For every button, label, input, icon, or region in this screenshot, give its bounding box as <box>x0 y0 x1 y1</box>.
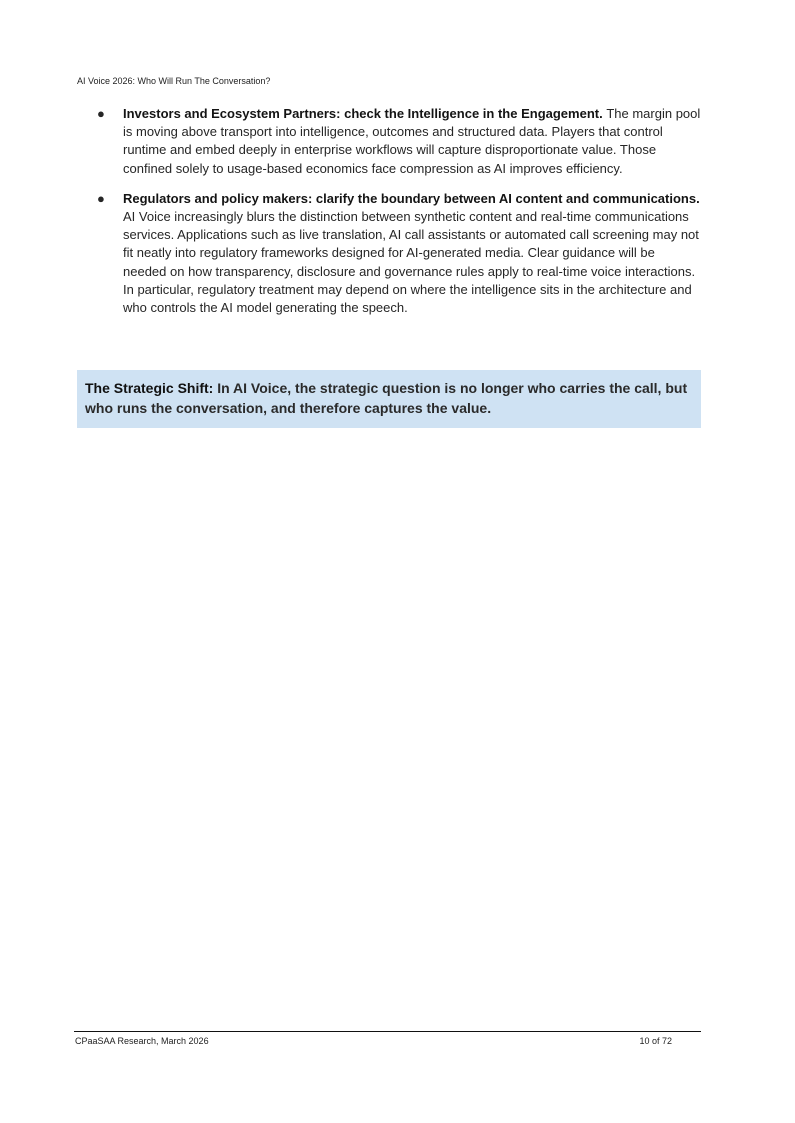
list-item <box>77 105 701 178</box>
bullet-body: The margin pool is moving above transport into intelligence, outcomes and structured data. Players that control runtime and embed deeply in enterprise workflows will capture disproportionate value. Those confined solely to usage-based economics face compression as AI improves efficiency. <box>123 106 701 176</box>
callout-text: In AI Voice, the strategic question is no longer who carries the call, but who runs the conversation, and therefore captures the value. <box>85 380 688 416</box>
recommendation-list <box>77 105 701 329</box>
footer-divider <box>74 1031 701 1032</box>
callout-label: The Strategic Shift: <box>85 380 218 396</box>
running-header: AI Voice 2026: Who Will Run The Conversation? <box>77 76 271 86</box>
footer-source: CPaaSAA Research, March 2026 <box>75 1036 209 1046</box>
bullet-lead: Investors and Ecosystem Partners: check the Intelligence in the Engagement. <box>123 106 607 121</box>
strategic-shift-callout <box>77 370 701 428</box>
bullet-icon: ● <box>97 190 105 206</box>
list-item <box>77 190 701 317</box>
bullet-lead: Regulators and policy makers: clarify the boundary between AI content and communications. <box>123 190 700 206</box>
bullet-body: AI Voice increasingly blurs the distinction between synthetic content and real-time communications services. Applications such as live translation, AI call assistants or automated call screening may not fit neatly into regulatory frameworks designed for AI-generated media. Clear guidance will be needed on how transparency, disclosure and governance rules apply to real-time voice interactions. In particular, regulatory treatment may depend on where the intelligence sits in the architecture and who controls the AI model generating the speech. <box>123 209 699 316</box>
bullet-icon: ● <box>97 106 105 121</box>
page-number: 10 of 72 <box>639 1036 672 1046</box>
